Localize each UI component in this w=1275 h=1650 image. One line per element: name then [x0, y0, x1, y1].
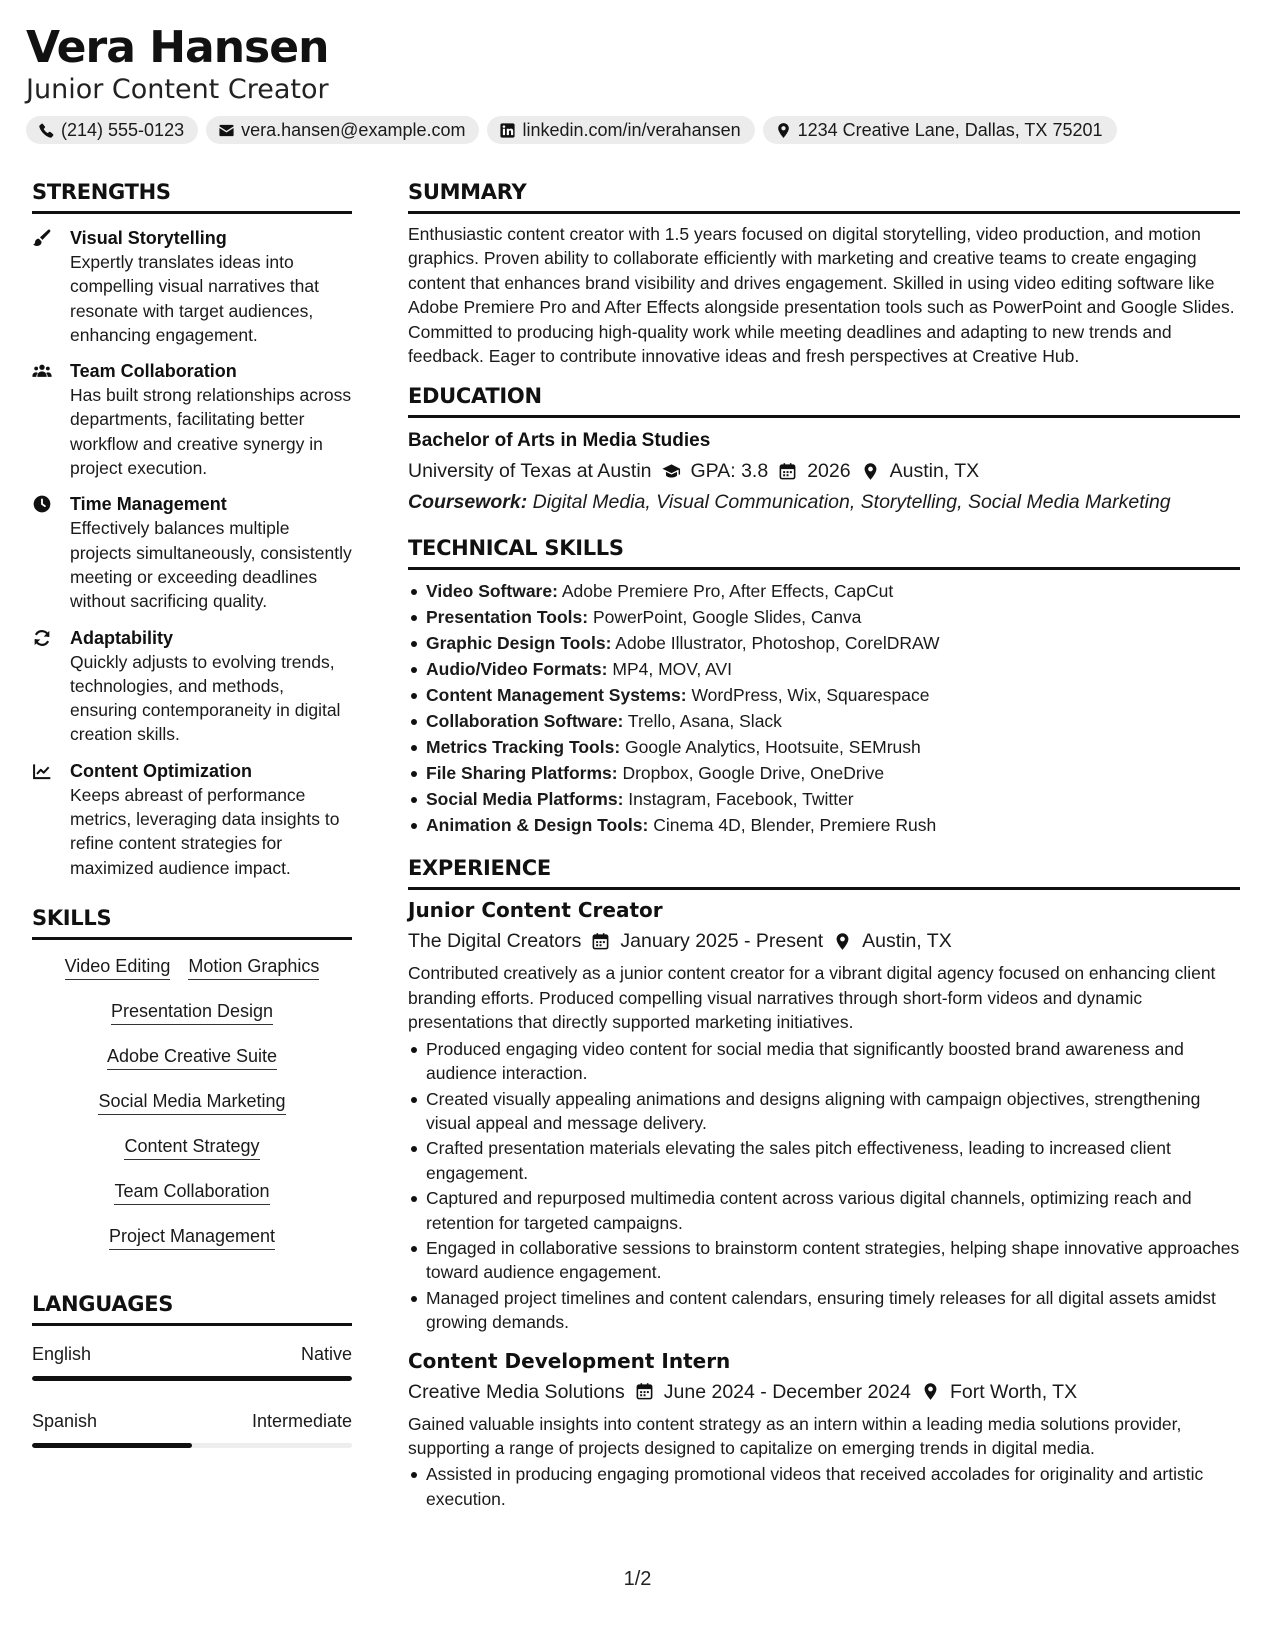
strength-title: Adaptability: [70, 627, 174, 648]
experience-section: [408, 854, 1240, 1510]
list-item: [408, 760, 1240, 786]
users-icon: [32, 361, 52, 381]
skills-list: [32, 954, 352, 1250]
section-divider: [32, 211, 352, 214]
strength-item: [32, 226, 352, 347]
strengths-heading: STRENGTHS: [32, 180, 171, 204]
skill-tag: Presentation Design: [111, 999, 273, 1025]
summary-section: [408, 178, 1240, 368]
technical-skills-heading: TECHNICAL SKILLS: [408, 536, 624, 561]
job-dates: June 2024 - December 2024: [663, 1380, 911, 1403]
job-location: Fort Worth, TX: [949, 1380, 1078, 1403]
job-title: Junior Content Creator: [408, 898, 663, 923]
job-entry: [408, 1347, 1240, 1511]
graduation-year: 2026: [807, 460, 851, 483]
envelope-icon: [218, 122, 235, 139]
skill-category: Collaboration Software:: [426, 711, 624, 732]
strengths-section: [32, 178, 352, 880]
strength-description: Quickly adjusts to evolving trends, technologies, and methods, ensuring contemporaneity in digital creation skills.: [70, 651, 341, 745]
skill-tag: Video Editing: [65, 954, 171, 980]
section-divider: [32, 1323, 352, 1326]
list-item: [408, 734, 1240, 760]
skill-tag: Content Strategy: [124, 1134, 259, 1160]
strength-title: Visual Storytelling: [70, 228, 227, 248]
strength-description: Effectively balances multiple projects simultaneously, consistently meeting or exceeding deadlines without sacrificing quality.: [70, 518, 352, 612]
proficiency-bar: [32, 1376, 352, 1381]
skill-category: Metrics Tracking Tools:: [426, 737, 621, 758]
map-pin-icon: [921, 1382, 940, 1401]
strength-title: Content Optimization: [70, 760, 252, 781]
skill-category: Animation & Design Tools:: [426, 815, 649, 836]
right-column: [408, 178, 1240, 1512]
coursework-list: Digital Media, Visual Communication, Storytelling, Social Media Marketing: [532, 491, 1171, 514]
list-item: Assisted in producing engaging promotional videos that received accolades for originality and artistic execution.: [408, 1462, 1240, 1510]
list-item: [408, 708, 1240, 734]
proficiency-fill: [32, 1376, 352, 1381]
proficiency-fill: [32, 1443, 192, 1448]
education-meta: [408, 457, 1240, 485]
job-entry: [408, 896, 1240, 1334]
skill-values: PowerPoint, Google Slides, Canva: [592, 607, 862, 628]
phone-icon: [38, 122, 55, 139]
job-bullets: [408, 1462, 1240, 1510]
strength-item: [32, 492, 352, 613]
skills-section: [32, 904, 352, 1250]
linkedin-icon: [499, 122, 516, 139]
technical-skills-list: [408, 578, 1240, 838]
technical-skills-section: [408, 534, 1240, 838]
list-item: [408, 812, 1240, 838]
page-number: 1/2: [623, 1568, 652, 1590]
list-item: [408, 786, 1240, 812]
company-name: Creative Media Solutions: [408, 1380, 625, 1403]
job-dates: January 2025 - Present: [620, 930, 824, 953]
strength-item: [32, 759, 352, 880]
skill-values: Dropbox, Google Drive, OneDrive: [622, 763, 885, 784]
list-item: Managed project timelines and content calendars, ensuring timely releases for all digital assets amidst growing demands.: [408, 1286, 1240, 1334]
skill-category: Video Software:: [426, 581, 558, 602]
strength-title: Team Collaboration: [70, 361, 237, 382]
language-level: Intermediate: [251, 1410, 352, 1431]
calendar-icon: [591, 932, 610, 951]
skill-tag: Social Media Marketing: [98, 1089, 285, 1115]
job-meta: [408, 1378, 1240, 1406]
coursework-label: Coursework:: [408, 491, 528, 514]
list-item: [408, 630, 1240, 656]
skill-category: File Sharing Platforms:: [426, 763, 618, 784]
list-item: Crafted presentation materials elevating the sales pitch effectiveness, leading to increased client engagement.: [408, 1136, 1240, 1184]
skill-category: Presentation Tools:: [426, 607, 589, 628]
languages-section: [32, 1290, 352, 1448]
strength-description: Has built strong relationships across departments, facilitating better workflow and creative synergy in project execution.: [70, 385, 352, 479]
skill-values: Adobe Premiere Pro, After Effects, CapCut: [561, 581, 894, 602]
job-bullets: [408, 1037, 1240, 1335]
language-name: Spanish: [32, 1410, 98, 1431]
coursework-line: [408, 488, 1240, 516]
section-divider: [32, 937, 352, 940]
education-heading: EDUCATION: [408, 384, 542, 409]
section-divider: [408, 567, 1240, 570]
skill-tag: Adobe Creative Suite: [107, 1044, 277, 1070]
calendar-icon: [635, 1382, 654, 1401]
language-item: [32, 1342, 352, 1381]
skill-category: Content Management Systems:: [426, 685, 687, 706]
list-item: [408, 604, 1240, 630]
phone-text: (214) 555-0123: [61, 119, 185, 140]
contact-bar: [26, 116, 1246, 144]
school-name: University of Texas at Austin: [408, 460, 652, 483]
section-divider: [408, 211, 1240, 214]
job-summary: Contributed creatively as a junior content creator for a vibrant digital agency focused on enhancing client branding efforts. Produced compelling visual narratives through short-form videos and dynamic presentations that directly supported marketing initiatives.: [408, 963, 1216, 1033]
skill-values: Trello, Asana, Slack: [627, 711, 782, 732]
list-item: [408, 656, 1240, 682]
list-item: Captured and repurposed multimedia content across various digital channels, optimizing reach and retention for targeted campaigns.: [408, 1186, 1240, 1234]
candidate-role: Junior Content Creator: [26, 74, 329, 105]
job-summary: Gained valuable insights into content strategy as an intern within a leading media solutions provider, supporting a range of projects designed to capitalize on emerging trends in digital media.: [408, 1413, 1182, 1458]
section-divider: [408, 887, 1240, 890]
strength-description: Keeps abreast of performance metrics, leveraging data insights to refine content strategies for maximized audience impact.: [70, 784, 340, 878]
linkedin-chip[interactable]: [487, 116, 754, 144]
skill-values: Google Analytics, Hootsuite, SEMrush: [625, 737, 921, 758]
language-item: [32, 1409, 352, 1448]
address-text: 1234 Creative Lane, Dallas, TX 75201: [797, 119, 1103, 140]
languages-heading: LANGUAGES: [32, 1291, 174, 1316]
list-item: [408, 578, 1240, 604]
skill-values: MP4, MOV, AVI: [612, 659, 733, 680]
email-text: vera.hansen@example.com: [241, 119, 466, 140]
language-name: English: [32, 1343, 92, 1364]
job-meta: [408, 927, 1240, 955]
paintbrush-icon: [32, 228, 52, 248]
left-column: [32, 178, 352, 1448]
skill-category: Graphic Design Tools:: [426, 633, 612, 654]
gpa-text: GPA: 3.8: [690, 460, 769, 483]
education-location: Austin, TX: [889, 460, 980, 483]
phone-chip[interactable]: [26, 116, 198, 144]
skill-category: Audio/Video Formats:: [426, 659, 608, 680]
list-item: Engaged in collaborative sessions to brainstorm content strategies, helping shape innovative approaches toward audience engagement.: [408, 1236, 1240, 1284]
summary-text: Enthusiastic content creator with 1.5 years focused on digital storytelling, video production, and motion graphics. Proven ability to collaborate efficiently with marketing and creative teams to create engaging content that enhances brand visibility and drives engagement. Skilled in using video editing software like Adobe Premiere Pro and After Effects alongside presentation tools such as PowerPoint and Google Slides. Committed to producing high-quality work while meeting deadlines and adapting to new trends and feedback. Eager to contribute innovative ideas and fresh perspectives at Creative Hub.: [408, 224, 1235, 367]
proficiency-bar: [32, 1443, 352, 1448]
calendar-icon: [778, 462, 797, 481]
strength-description: Expertly translates ideas into compelling visual narratives that resonate with target audiences, enhancing engagement.: [70, 252, 320, 345]
address-chip[interactable]: [763, 116, 1117, 144]
summary-heading: SUMMARY: [408, 180, 527, 204]
linkedin-text: linkedin.com/in/verahansen: [522, 119, 741, 140]
list-item: Created visually appealing animations and designs aligning with campaign objectives, strengthening visual appeal and message delivery.: [408, 1087, 1240, 1135]
graduation-cap-icon: [662, 462, 681, 481]
strength-title: Time Management: [70, 494, 227, 515]
job-title: Content Development Intern: [408, 1348, 731, 1373]
skill-tag: Motion Graphics: [188, 954, 319, 980]
map-pin-icon: [833, 932, 852, 951]
skill-values: Adobe Illustrator, Photoshop, CorelDRAW: [615, 633, 940, 654]
strength-item: [32, 359, 352, 480]
skill-tag: Project Management: [109, 1224, 275, 1250]
degree-title: Bachelor of Arts in Media Studies: [408, 430, 711, 452]
candidate-name: Vera Hansen: [26, 22, 329, 73]
skill-values: WordPress, Wix, Squarespace: [691, 685, 930, 706]
section-divider: [408, 415, 1240, 418]
education-section: [408, 382, 1240, 516]
resume-header: [26, 22, 1246, 144]
skill-tag: Team Collaboration: [114, 1179, 269, 1205]
skill-values: Cinema 4D, Blender, Premiere Rush: [653, 815, 937, 836]
sync-icon: [32, 628, 52, 648]
skill-category: Social Media Platforms:: [426, 789, 624, 810]
strength-item: [32, 626, 352, 747]
email-chip[interactable]: [206, 116, 479, 144]
experience-heading: EXPERIENCE: [408, 856, 551, 881]
language-level: Native: [300, 1343, 352, 1364]
map-pin-icon: [861, 462, 880, 481]
list-item: Produced engaging video content for social media that significantly boosted brand awareness and audience interaction.: [408, 1037, 1240, 1085]
skill-values: Instagram, Facebook, Twitter: [628, 789, 854, 810]
map-pin-icon: [775, 122, 792, 139]
list-item: [408, 682, 1240, 708]
chart-line-icon: [32, 761, 52, 781]
job-location: Austin, TX: [862, 930, 952, 953]
skills-heading: SKILLS: [32, 905, 112, 930]
clock-icon: [32, 494, 52, 514]
company-name: The Digital Creators: [408, 930, 582, 953]
